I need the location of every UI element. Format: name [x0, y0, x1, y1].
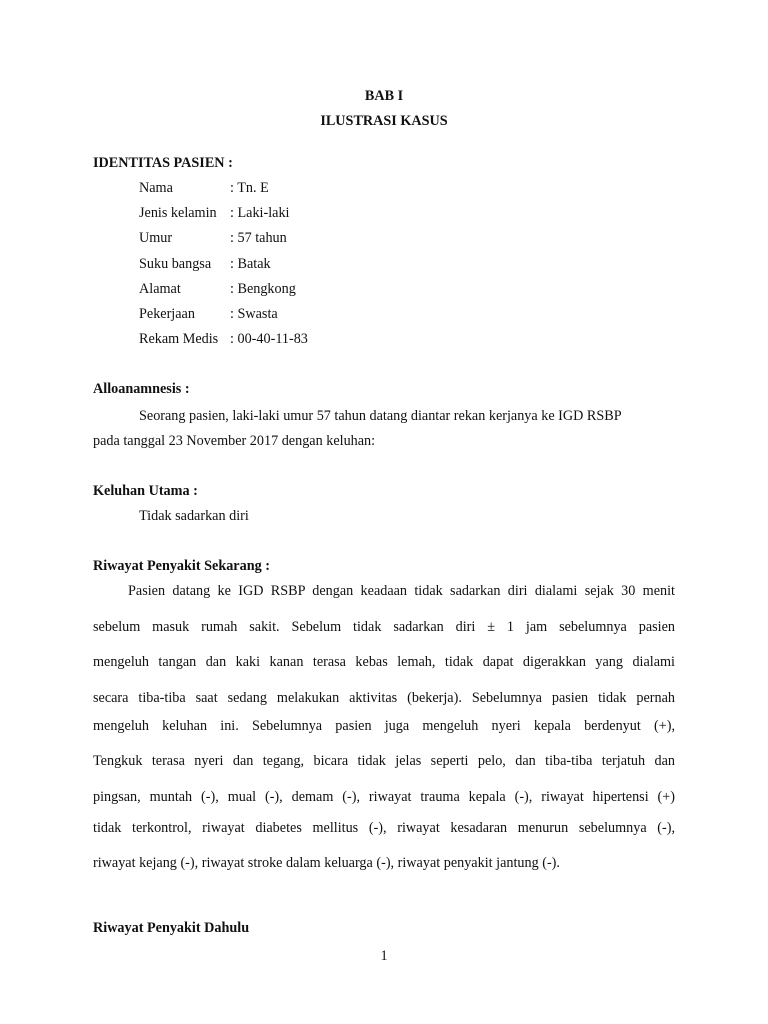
- alloanamnesis-line-2: pada tanggal 23 November 2017 dengan keluhan:: [93, 433, 376, 449]
- keluhan-utama-heading: Keluhan Utama :: [93, 483, 198, 499]
- alloanamnesis-heading: Alloanamnesis :: [93, 381, 190, 397]
- riwayat-sekarang-line-3: mengeluh tangan dan kaki kanan terasa kebas lemah, tidak dapat digerakkan yang dialami: [93, 654, 675, 670]
- riwayat-sekarang-line-4: secara tiba-tiba saat sedang melakukan aktivitas (bekerja). Sebelumnya pasien tidak pernah: [93, 690, 675, 706]
- identitas-label-rekam-medis: Rekam Medis: [139, 331, 219, 347]
- riwayat-sekarang-line-9: riwayat kejang (-), riwayat stroke dalam keluarga (-), riwayat penyakit jantung (-).: [93, 855, 560, 871]
- riwayat-sekarang-line-8: tidak terkontrol, riwayat diabetes mellitus (-), riwayat kesadaran menurun sebelumnya (-),: [93, 820, 675, 836]
- identitas-label-nama: Nama: [139, 180, 173, 196]
- identitas-value-suku-bangsa: : Batak: [230, 256, 271, 272]
- identitas-label-suku-bangsa: Suku bangsa: [139, 256, 212, 272]
- riwayat-sekarang-line-1: Pasien datang ke IGD RSBP dengan keadaan tidak sadarkan diri dialami sejak 30 menit: [128, 583, 675, 599]
- identitas-label-jenis-kelamin: Jenis kelamin: [139, 205, 217, 221]
- identitas-value-umur: : 57 tahun: [230, 230, 287, 246]
- identitas-label-umur: Umur: [139, 230, 173, 246]
- riwayat-sekarang-line-5: mengeluh keluhan ini. Sebelumnya pasien juga mengeluh nyeri kepala berdenyut (+),: [93, 718, 675, 734]
- riwayat-sekarang-line-6: Tengkuk terasa nyeri dan tegang, bicara tidak jelas seperti pelo, dan tiba-tiba terjatuh dan: [93, 753, 675, 769]
- identitas-heading: IDENTITAS PASIEN :: [93, 155, 233, 171]
- identitas-value-jenis-kelamin: : Laki-laki: [230, 205, 290, 221]
- identitas-value-nama: : Tn. E: [230, 180, 269, 196]
- riwayat-sekarang-line-2: sebelum masuk rumah sakit. Sebelum tidak sadarkan diri ± 1 jam sebelumnya pasien: [93, 619, 675, 635]
- identitas-label-alamat: Alamat: [139, 281, 181, 297]
- chapter-title: ILUSTRASI KASUS: [320, 113, 448, 129]
- identitas-value-alamat: : Bengkong: [230, 281, 296, 297]
- identitas-label-pekerjaan: Pekerjaan: [139, 306, 195, 322]
- chapter-label: BAB I: [364, 88, 404, 104]
- identitas-value-pekerjaan: : Swasta: [230, 306, 278, 322]
- page-number: 1: [380, 948, 388, 964]
- identitas-value-rekam-medis: : 00-40-11-83: [230, 331, 308, 347]
- alloanamnesis-line-1: Seorang pasien, laki-laki umur 57 tahun datang diantar rekan kerjanya ke IGD RSBP: [139, 408, 622, 424]
- riwayat-sekarang-line-7: pingsan, muntah (-), mual (-), demam (-), riwayat trauma kepala (-), riwayat hipertensi (+): [93, 789, 675, 805]
- riwayat-dahulu-heading: Riwayat Penyakit Dahulu: [93, 920, 250, 936]
- keluhan-utama-text: Tidak sadarkan diri: [139, 508, 249, 524]
- riwayat-sekarang-heading: Riwayat Penyakit Sekarang :: [93, 558, 270, 574]
